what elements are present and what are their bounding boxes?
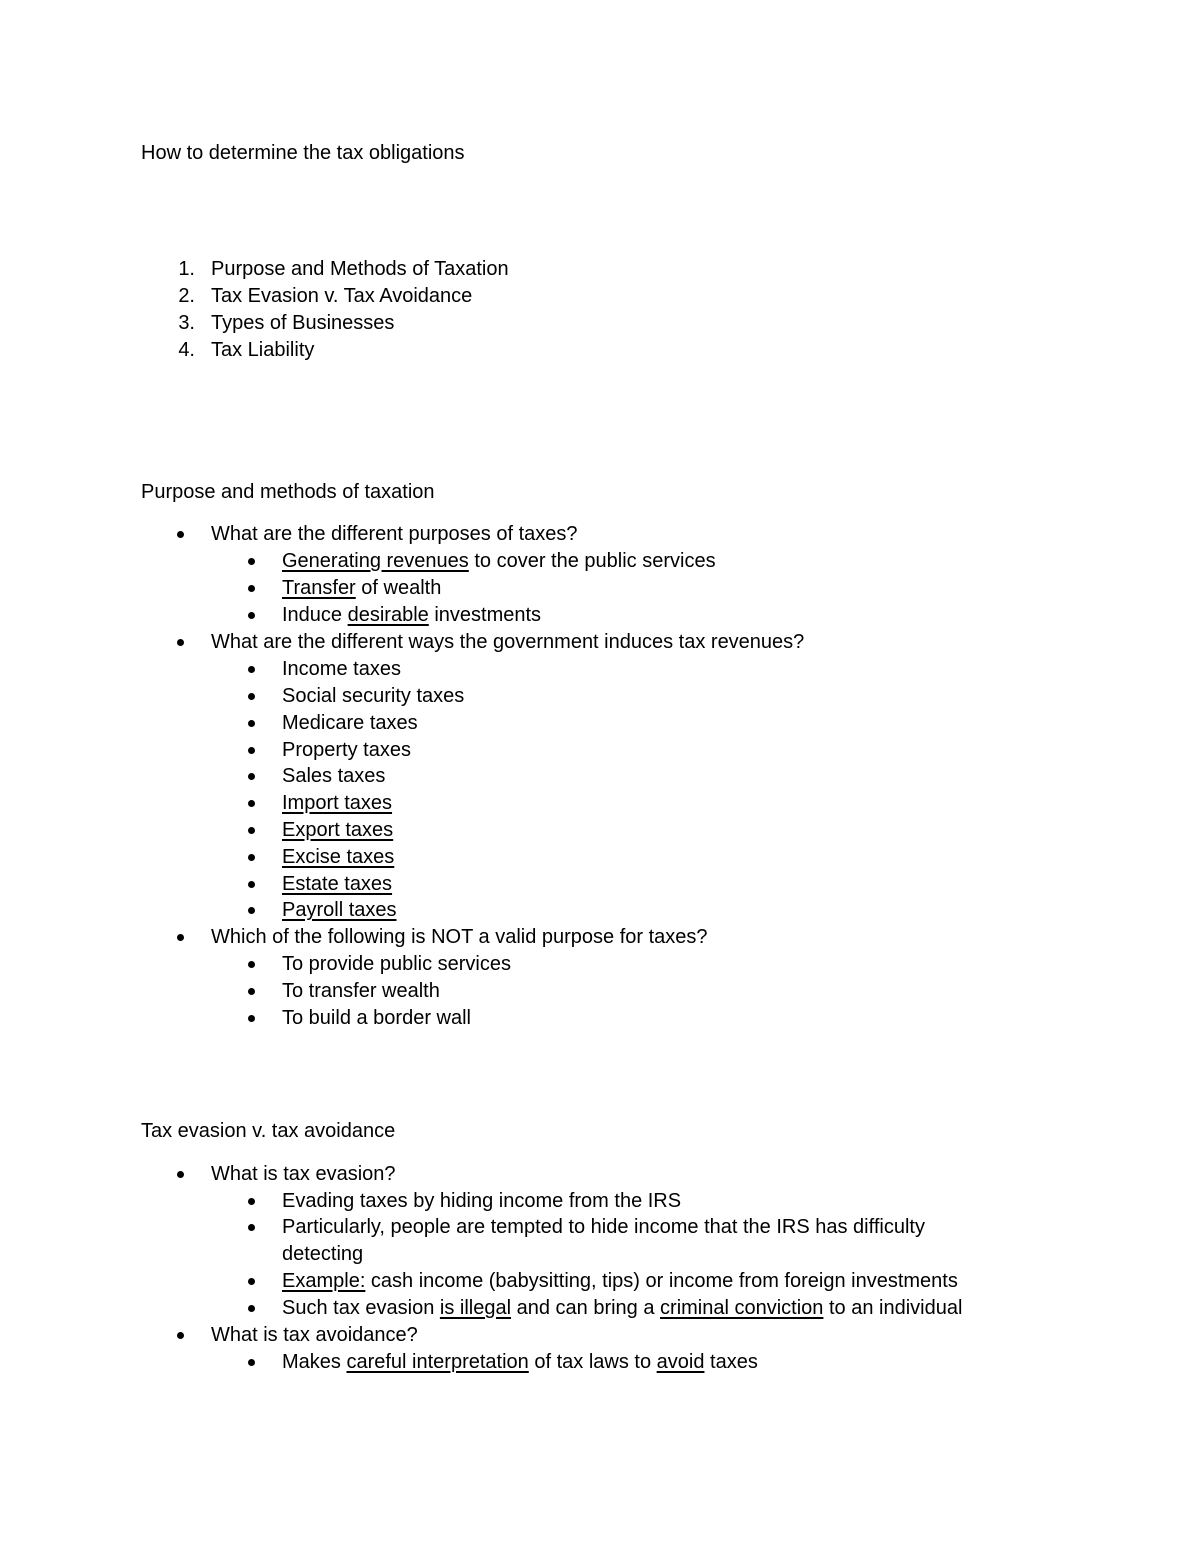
outline-item: Tax Liability: [211, 339, 315, 361]
bullet-icon: [248, 800, 255, 807]
list-item-underlined: Excise taxes: [282, 846, 395, 868]
list-item: [282, 1349, 758, 1376]
list-item: Property taxes: [282, 739, 411, 761]
bullet-icon: [248, 1224, 255, 1231]
underlined-term: careful interpretation: [346, 1351, 529, 1373]
bullet-icon: [248, 747, 255, 754]
bullet-icon: [177, 1171, 184, 1178]
outline-number: 3.: [178, 312, 195, 334]
list-item-continuation: detecting: [282, 1243, 364, 1265]
underlined-term: Generating revenues: [282, 550, 469, 572]
bullet-icon: [248, 1198, 255, 1205]
list-item-question: What are the different ways the government induces tax revenues?: [211, 631, 805, 653]
section-heading: Tax evasion v. tax avoidance: [141, 1120, 396, 1142]
list-item: Medicare taxes: [282, 712, 418, 734]
bullet-icon: [248, 881, 255, 888]
bullet-icon: [248, 693, 255, 700]
list-item: [282, 1268, 958, 1295]
underlined-term: criminal conviction: [660, 1297, 824, 1319]
list-item: To provide public services: [282, 953, 511, 975]
outline-number: 4.: [178, 339, 195, 361]
bullet-icon: [248, 1278, 255, 1285]
list-item: Social security taxes: [282, 685, 465, 707]
list-item-text: Such tax evasion: [282, 1297, 440, 1319]
bullet-icon: [177, 639, 184, 646]
bullet-icon: [248, 961, 255, 968]
document-title: How to determine the tax obligations: [141, 142, 465, 164]
list-item: [282, 548, 716, 575]
list-item: Evading taxes by hiding income from the IRS: [282, 1190, 682, 1212]
list-item-underlined: Export taxes: [282, 819, 394, 841]
bullet-icon: [177, 531, 184, 538]
bullet-icon: [248, 558, 255, 565]
list-item-question: What is tax evasion?: [211, 1163, 396, 1185]
list-item-question: What is tax avoidance?: [211, 1324, 418, 1346]
bullet-icon: [248, 1015, 255, 1022]
list-item-text: Induce: [282, 604, 348, 626]
list-item: Income taxes: [282, 658, 401, 680]
bullet-icon: [177, 934, 184, 941]
list-item-text: Makes: [282, 1351, 347, 1373]
list-item: To build a border wall: [282, 1007, 471, 1029]
bullet-icon: [248, 585, 255, 592]
underlined-term: Transfer: [282, 577, 356, 599]
bullet-icon: [248, 907, 255, 914]
bullet-icon: [248, 612, 255, 619]
list-item-question: What are the different purposes of taxes?: [211, 523, 578, 545]
list-item-text: to cover the public services: [468, 550, 716, 572]
bullet-icon: [177, 1332, 184, 1339]
underlined-term: avoid: [656, 1351, 705, 1373]
list-item: Particularly, people are tempted to hide income that the IRS has difficulty: [282, 1216, 925, 1238]
underlined-term: is illegal: [439, 1297, 512, 1319]
underlined-term: desirable: [347, 604, 429, 626]
list-item-underlined: Import taxes: [282, 792, 393, 814]
list-item-underlined: Estate taxes: [282, 873, 393, 895]
list-item-text: cash income (babysitting, tips) or income from foreign investments: [365, 1270, 958, 1292]
list-item-text: investments: [428, 604, 542, 626]
list-item: [282, 602, 541, 629]
bullet-icon: [248, 666, 255, 673]
bullet-icon: [248, 773, 255, 780]
list-item-text: to an individual: [823, 1297, 963, 1319]
bullet-icon: [248, 1359, 255, 1366]
underlined-term: Example:: [282, 1270, 366, 1292]
list-item: Sales taxes: [282, 765, 386, 787]
bullet-icon: [248, 1305, 255, 1312]
section-heading: Purpose and methods of taxation: [141, 481, 435, 503]
list-item-text: of wealth: [355, 577, 442, 599]
outline-number: 2.: [178, 285, 195, 307]
list-item: [282, 575, 441, 602]
bullet-icon: [248, 988, 255, 995]
list-item-text: of tax laws to: [528, 1351, 657, 1373]
list-item-underlined: Payroll taxes: [282, 899, 397, 921]
list-item-question: Which of the following is NOT a valid purpose for taxes?: [211, 926, 708, 948]
outline-item: Tax Evasion v. Tax Avoidance: [211, 285, 473, 307]
outline-number: 1.: [178, 258, 195, 280]
outline-item: Purpose and Methods of Taxation: [211, 258, 509, 280]
bullet-icon: [248, 720, 255, 727]
list-item-text: and can bring a: [511, 1297, 661, 1319]
list-item-text: taxes: [704, 1351, 758, 1373]
outline-item: Types of Businesses: [211, 312, 395, 334]
list-item: To transfer wealth: [282, 980, 440, 1002]
list-item: [282, 1295, 962, 1322]
bullet-icon: [248, 827, 255, 834]
bullet-icon: [248, 854, 255, 861]
